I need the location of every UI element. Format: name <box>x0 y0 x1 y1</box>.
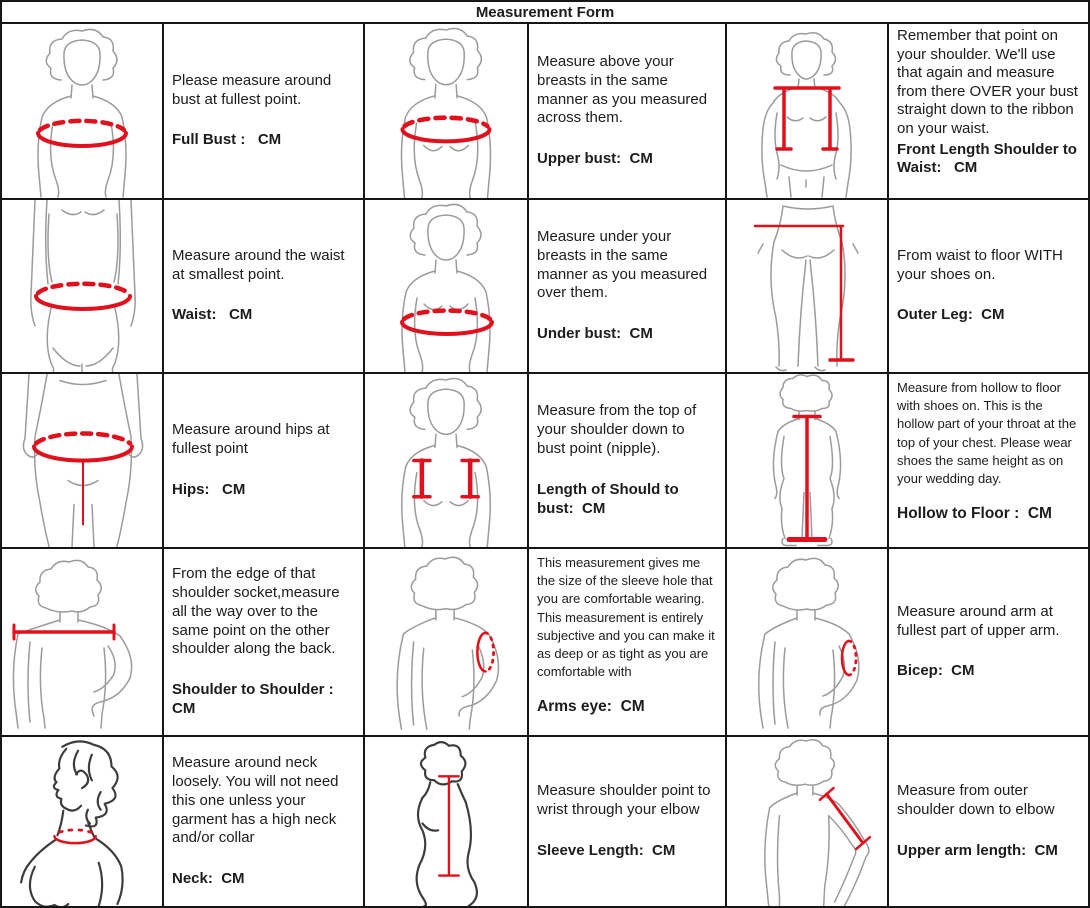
figure-shoulder-to-shoulder <box>2 549 162 735</box>
hollow-to-floor-line-figure <box>727 374 887 547</box>
figure-front-length <box>727 24 887 198</box>
instruction-text: Measure around neck loosely. You will not need this one unless your garment has a high neck and/or collar <box>172 753 339 847</box>
measurement-label: Front Length Shoulder to Waist: CM <box>897 140 1082 177</box>
instruction-arms-eye <box>529 549 725 735</box>
under-bust-tape-figure <box>365 200 527 372</box>
figure-upper-arm-length <box>727 737 887 906</box>
instruction-upper-bust <box>529 24 725 198</box>
instruction-text: Measure shoulder point to wrist through your elbow <box>537 782 711 819</box>
arms-eye-ellipse-figure <box>365 549 527 735</box>
measurement-label: Arms eye: CM <box>537 698 645 716</box>
hips-tape-figure <box>2 374 162 547</box>
instruction-text: Remember that point on your shoulder. We'll use that again and measure from there OVER your bust straight down to the ribbon on your waist. <box>897 27 1078 137</box>
instruction-text: Measure from hollow to floor with shoes on. This is the hollow part of your throat at the top of your chest. Please wear shoes the same height as on your wedding day. <box>897 380 1077 486</box>
figure-under-bust <box>365 200 527 372</box>
measurement-label: Sleeve Length: CM <box>537 841 676 859</box>
instruction-shoulder-to-shoulder <box>164 549 363 735</box>
figure-waist <box>2 200 162 372</box>
measurement-label: Upper bust: CM <box>537 150 653 168</box>
figure-outer-leg <box>727 200 887 372</box>
measurement-label: Under bust: CM <box>537 325 653 343</box>
measurement-label: Waist: CM <box>172 306 253 324</box>
shoulder-to-elbow-line-figure <box>727 737 887 906</box>
measurement-label: Hips: CM <box>172 480 246 498</box>
bicep-ellipse-figure <box>727 549 887 735</box>
instruction-text: From waist to floor WITH your shoes on. <box>897 246 1063 283</box>
neck-tape-profile-figure <box>2 737 162 906</box>
figure-hips <box>2 374 162 547</box>
figure-neck <box>2 737 162 906</box>
instruction-text: Measure from outer shoulder down to elbow <box>897 782 1055 819</box>
waist-to-floor-line-figure <box>727 200 887 372</box>
shoulder-to-hip-line-side-figure <box>365 737 527 906</box>
instruction-text: Measure around arm at fullest part of upper arm. <box>897 602 1060 639</box>
instruction-outer-leg <box>889 200 1088 372</box>
instruction-front-length <box>889 24 1088 198</box>
waist-tape-figure <box>2 200 162 372</box>
page-title: Measurement Form <box>2 2 1088 22</box>
instruction-under-bust <box>529 200 725 372</box>
instruction-hollow-to-floor <box>889 374 1088 547</box>
instruction-text: Measure from the top of your shoulder down to bust point (nipple). <box>537 402 697 458</box>
instruction-bicep <box>889 549 1088 735</box>
measurement-label: Length of Should to bust: CM <box>537 480 683 517</box>
measurement-label: Outer Leg: CM <box>897 306 1005 324</box>
figure-sleeve-length <box>365 737 527 906</box>
instruction-neck <box>164 737 363 906</box>
instruction-hips <box>164 374 363 547</box>
figure-upper-bust <box>365 24 527 198</box>
shoulder-to-bust-bars-figure <box>365 374 527 547</box>
instruction-text: Measure around the waist at smallest point. <box>172 246 345 283</box>
figure-bicep <box>727 549 887 735</box>
instruction-length-shoulder-bust <box>529 374 725 547</box>
upper-bust-tape-figure <box>365 24 527 198</box>
instruction-text: Measure under your breasts in the same manner as you measured over them. <box>537 227 708 302</box>
figure-hollow-to-floor <box>727 374 887 547</box>
full-bust-tape-figure <box>2 24 162 198</box>
shoulder-to-waist-lines-figure <box>727 24 887 198</box>
figure-full-bust <box>2 24 162 198</box>
instruction-text: Measure around hips at fullest point <box>172 421 330 458</box>
measurement-label: Full Bust : CM <box>172 131 282 149</box>
figure-shoulder-to-bust <box>365 374 527 547</box>
instruction-text: Measure above your breasts in the same manner as you measured across them. <box>537 52 708 127</box>
instruction-sleeve-length <box>529 737 725 906</box>
measurement-label: Bicep: CM <box>897 662 975 680</box>
instruction-text: This measurement gives me the size of the sleeve hole that you are comfortable wearing. This measurement is entirely subjective and you can make it as deep or as tight as you are comfortable with <box>537 555 715 680</box>
measurement-label: Shoulder to Shoulder : CM <box>172 681 338 718</box>
instruction-upper-arm-length <box>889 737 1088 906</box>
figure-arms-eye <box>365 549 527 735</box>
measurement-label: Upper arm length: CM <box>897 841 1058 859</box>
instruction-waist <box>164 200 363 372</box>
shoulder-to-shoulder-line-figure <box>2 549 162 735</box>
instruction-full-bust <box>164 24 363 198</box>
instruction-text: From the edge of that shoulder socket,measure all the way over to the same point on the other shoulder along the back. <box>172 564 340 658</box>
measurement-label: Neck: CM <box>172 870 245 888</box>
instruction-text: Please measure around bust at fullest point. <box>172 71 332 108</box>
measurement-label: Hollow to Floor : CM <box>897 505 1052 523</box>
